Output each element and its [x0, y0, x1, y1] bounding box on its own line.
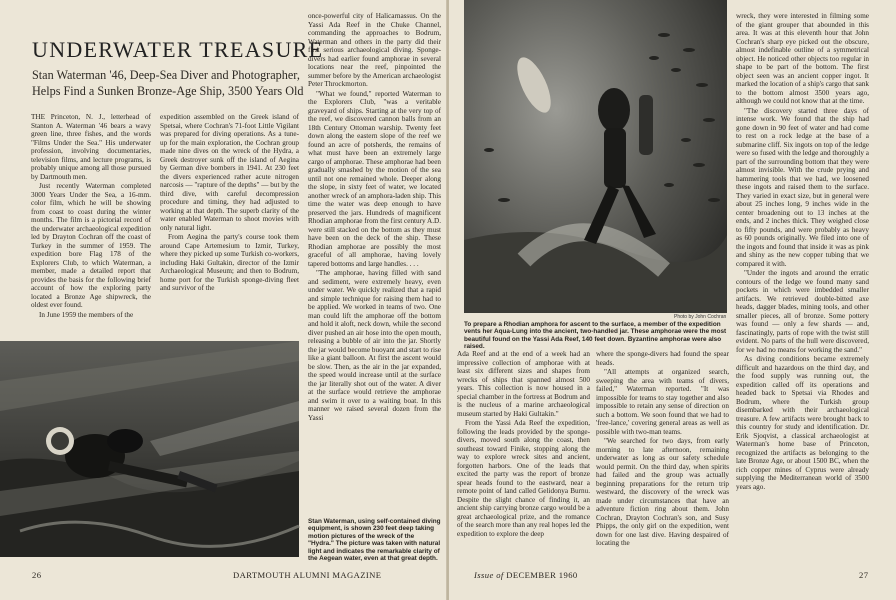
paragraph: "The amphorae, having filled with sand and sediment, were extremely heavy, even under water. We quickly realized that a rapid and simple technique for raising them had to be applied. We worked in teams of two. One man could lift the amphorae off the bottom and hold it aloft, neck down, while the second diver pushed an air hose into the open mouth, releasing a bubble of air into the jar. Shortly the jar would become buoyant and start to rise like a giant balloon. At first the ascent would be slow. Then, as the air in the jar expanded, the speed would increase until at the surface the jar literally shot out of the water. A diver at the surface would retrieve the amphorae and swim it over to a waiting boat. In this manner we raised several dozen from the Yassi	[308, 269, 441, 422]
paragraph: where the sponge-divers had found the spear heads.	[596, 350, 729, 367]
left-column-3	[308, 12, 441, 515]
paragraph: From the Yassi Ada Reef the expedition, following the leads provided by the sponge-divers, moved south along the coast, then southeast toward Finike, stopping along the way to explore wreck sites and ancient, forgotten harbors. One of the leads that excited the party was the report of bronze spear heads found to the eastward, near a remote point of land called Gelidonya Burnu. Despite the slight chance of finding it, an ancient ship carrying bronze cargo would be a great archaeological prize, and the romance of the search more than any real hopes led the expedition to explore the deep	[457, 419, 590, 538]
amphora-diver-photo	[464, 0, 727, 313]
paragraph: "We searched for two days, from early morning to late afternoon, remaining underwater as long as our safety schedule would permit. On the third day, when spirits had failed and the group was actually beginning preparations for the return trip westward, the discovery of the wreck was made under circumstances that have an adventure fiction ring about them. John Cochran, Drayton Cochran's son, and Susy Phipps, the only girl on the expedition, went down for one last dive. Having despaired of locating the	[596, 437, 729, 547]
article-subtitle	[32, 67, 332, 99]
paragraph: THE Princeton, N. J., letterhead of Stanton A. Waterman '46 bears a wavy green line, three fishes, and the words "Films Under the Sea." His underwater profession, involving documentaries, television films, and lecture programs, is probably unique among all those pursued by Dartmouth men.	[31, 113, 151, 181]
paragraph: As diving conditions became extremely difficult and hazardous on the third day, and the food supply was running out, the expedition called off its operations and headed back to Spetsai via Rhodes and Bodrum, where the Turkish group disembarked with their archaeological treasure. A few artifacts were brought back to this country for study and identification. Dr. Erik Sjoqvist, a classical archaeologist at Waterman's home base of Princeton, recognized the artifacts as belonging to the late Bronze Age, or about 1500 BC, when the rich copper mines of Cyprus were already supplying the Mediterranean world of 3500 years ago.	[736, 355, 869, 491]
right-column-2	[596, 350, 729, 562]
paragraph: Just recently Waterman completed 3000 Years Under the Sea, a 16-mm. color film, which he will be showing from coast to coast during the winter months. The film is a pictorial record of the underwater archaeological expedition led by Drayton Cochran off the coast of Turkey in the summer of 1959. The expedition bore Flag 178 of the Explorers Club, to which Waterman, a member, made a detailed report that provides the basis for the following brief account of how the exploring party located a Bronze Age shipwreck, the oldest ever found.	[31, 182, 151, 309]
right-column-3	[736, 12, 869, 565]
paragraph: "Under the ingots and around the erratic contours of the ledge we found many sand pockets in which were imbedded smaller artifacts. We retrieved double-bitted axe heads, dagger blades, mining tools, and other smaller pieces, all of bronze. Some pottery was found — only a few shards — and, fascinatingly, parts of rope with the twist still evident. No parts of the hull were discovered, for we had no means for working the sand."	[736, 269, 869, 354]
article-title: UNDERWATER TREASURE	[32, 37, 324, 62]
paragraph: Ada Reef and at the end of a week had an impressive collection of amphorae with at least six different sizes and shapes from wrecks of ships that spanned almost 500 years. This collection is now housed in a special chamber in the fortress at Bodrum and is the nucleus of a marine archaeological museum started by Haki Gultakin."	[457, 350, 590, 418]
paragraph: "What we found," reported Waterman to the Explorers Club, "was a veritable graveyard of ships. Starting at the very top of the reef, we discovered cannon balls from an 18th Century Ottoman warship. Twenty feet down along the eastern slope of the reef we found an acre of potsherds, the remains of what must have been an extremely large cargo of amphorae. These amphorae had been gradually smashed by the motion of the sea until not one remained whole. Deeper along the slope, in sixty feet of water, we located another wreck of an amphora-laden ship. This time the water was deep enough to have preserved the jars. Hundreds of magnificent Rhodian amphorae from the first century A.D. were still stacked on the bottom as they must have been on the deck of the ship. These Rhodian amphorae are possibly the most graceful of all amphorae, having lovely tapered bottoms and large handles. . . .	[308, 89, 441, 268]
footer-issue-prefix: Issue of	[474, 570, 504, 580]
left-footer-magazine: DARTMOUTH ALUMNI MAGAZINE	[233, 570, 382, 580]
left-photo-caption: Stan Waterman, using self-contained diving equipment, is shown 230 feet deep taking motion pictures of the wreck of the "Hydra." The picture was taken with natural light and indicates the remarkable clarity of the Aegean water, even at that great depth.	[308, 518, 441, 563]
right-photo-caption: To prepare a Rhodian amphora for ascent to the surface, a member of the expedition vents her Aqua-Lung into the ancient, two-handled jar. These amphorae were the most beautiful found on the Yassi Ada Reef, 140 feet down. Byzantine amphorae were also raised.	[464, 321, 727, 351]
paragraph: wreck, they were interested in filming some of the giant grouper that abounded in this area. It was at this eleventh hour that John Cochran's sharp eye picked out the obscure, almost indefinable outline of a symmetrical object. He noticed other objects too regular in shape to be part of the bottom. The first object seen was an ancient copper ingot. It marked the location of a ship's cargo that sank to the bottom almost 3500 years ago, although we could not know that at the time.	[736, 12, 869, 105]
subtitle-line-2: Helps Find a Sunken Bronze-Age Ship, 3500 Years Old	[32, 84, 304, 98]
right-column-1	[457, 350, 590, 562]
paragraph: "All attempts at organized search, sweeping the area with teams of divers, failed," Waterman reported. "It was impossible for teams to stay together and also impossible to retain any sense of direction on such a bottom. We soon found that we had to 'free-lance,' covering general areas as well as possible with two-man teams.	[596, 368, 729, 436]
diver-hydra-photo	[0, 341, 299, 557]
footer-issue-date: DECEMBER 1960	[506, 570, 578, 580]
left-column-1	[31, 113, 151, 341]
left-page	[0, 0, 447, 600]
paragraph: From Aegina the party's course took them around Cape Artemesium to Izmir, Turkey, where they picked up some Turkish co-workers, including Haki Gultakin, director of the Izmir Archaeological Museum; and then to Bodrum, home port for the Turkish sponge-diving fleet and survivor of the	[160, 233, 299, 292]
paragraph: expedition assembled on the Greek island of Spetsai, where Cochran's 71-foot Little Vigilant was prepared for diving operations. As a tune-up for the main exploration, the Cochran group made nine dives on the wreck of the Hydra, a Greek destroyer sunk off the island of Aegina by German dive bombers in 1941. At 230 feet the divers experienced rather acute nitrogen narcosis — "rapture of the depths" — but by the third dive, with careful decompression procedure and timing, they had adjusted to working at that depth. The superb clarity of the water enabled Waterman to shoot movies with only natural light.	[160, 113, 300, 232]
photo-credit: Photo by John Cochran	[674, 314, 727, 320]
paragraph: In June 1959 the members of the	[39, 310, 134, 319]
right-page	[449, 0, 896, 600]
left-page-number: 26	[32, 570, 42, 580]
right-footer-issue	[474, 570, 578, 580]
left-column-2	[160, 113, 299, 341]
right-page-number: 27	[859, 570, 869, 580]
subtitle-line-1: Stan Waterman '46, Deep-Sea Diver and Photographer,	[32, 68, 300, 82]
paragraph: once-powerful city of Halicarnassus. On the Yassi Ada Reef in the Chuke Channel, commanding the approaches to Bodrum, Waterman and others in the party did their first serious archaeological diving. Sponge-divers had earlier found amphorae in several locations near the reef, pinpointed the summer before by the American archaeologist Peter Throckmorton.	[308, 12, 441, 88]
paragraph: "The discovery started three days of intense work. We found that the ship had gone down in 90 feet of water and had come to rest on a rock ledge at the base of a submarine cliff. Six ingots on top of the ledge were so fused with the ledge and thoroughly a part of the surrounding bottom that they were almost invisible. With the crude prying and hammering tools that we had, we loosened these ingots and raised them to the surface. They varied in exact size, but in general were about 25 inches long, 9 inches wide in the center broadening out to 13 inches at the ends, and 2 inches thick. They weighed close to fifty pounds, and were probably as heavy as 60 pounds originally. We filed into one of the ingots and found that inside it was as pink and shiny as the new copper tubing that we compared it with.	[736, 106, 869, 268]
